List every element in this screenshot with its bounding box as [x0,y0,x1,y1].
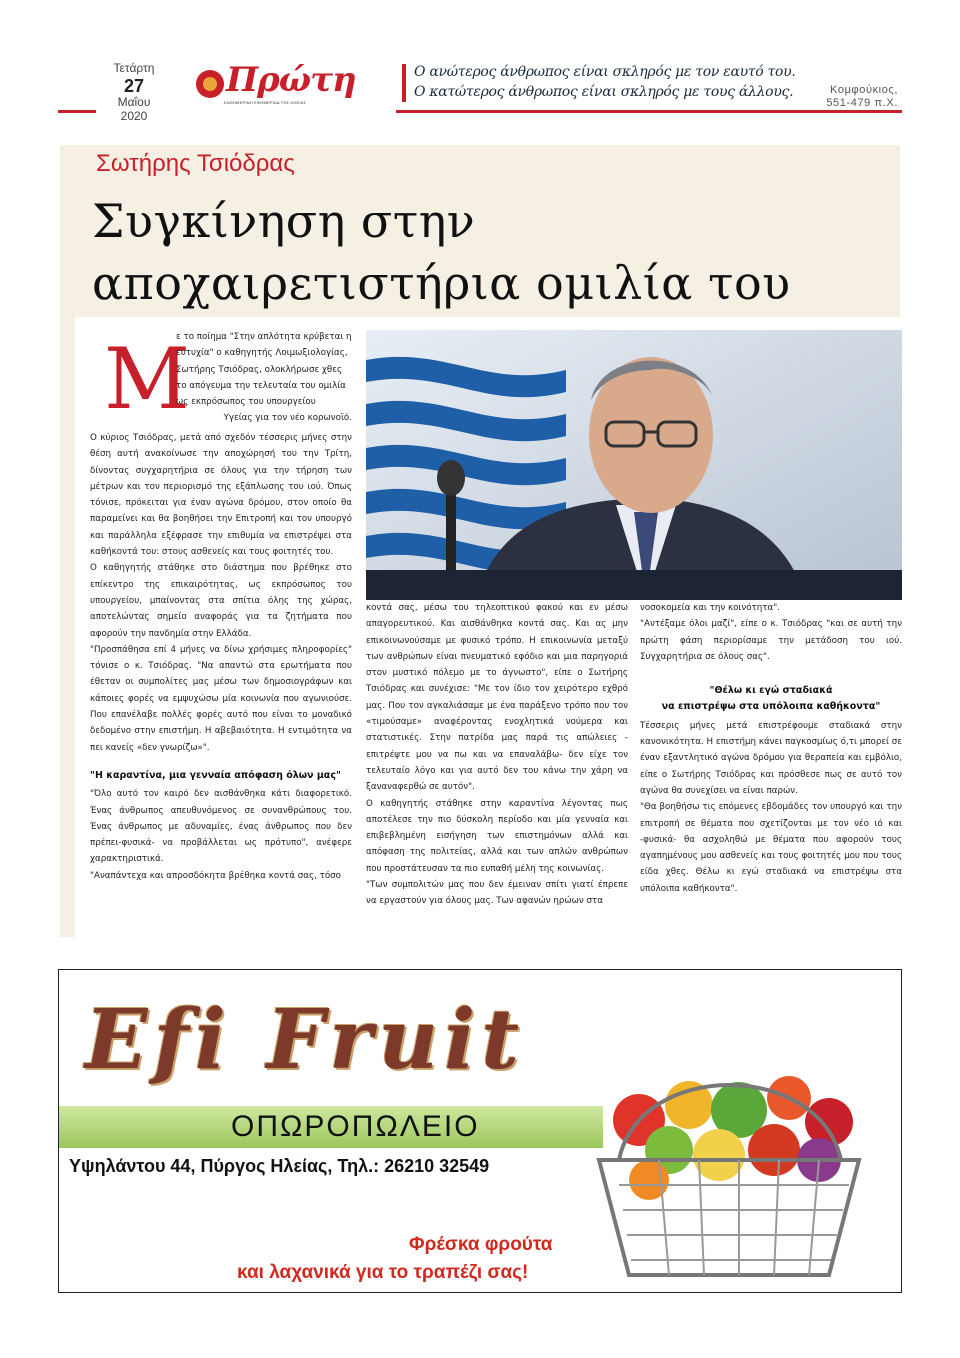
speaker-portrait-photo [366,330,902,600]
sun-logo-icon [196,70,224,98]
paragraph: κοντά σας, μέσω του τηλεοπτικού φακού και εν μέσω απαγορευτικού. Και αισθάνθηκα κοντά σας. Και ας μην επικοινωνούσαμε με φυσικό τρόπο. Η επικοινωνία μεταξύ των ανθρώπων είναι πνευματικό εφόδιο και μια παρηγοριά στον μυστικό πόλεμο με το άγνωστο", είπε ο Σωτήρης Τσιόδρας και συνέχισε: "Με τον ίδιο τον χειρότερο εχθρό μας. Που τον αγκαλιάσαμε με ένα παράξενο τρόπο που τον «τιμούσαμε» αναφέροντας ενοχλητικά νούμερα και στατιστικές. Στην πατρίδα μας παρά τις απώλειες - επιτρέψτε μου να πω και να επαναλάβω- δεν είχε τον τελευταίο λόγο και για αυτό δεν του κάνω την χάρη να ξαναναφερθώ σε αυτόν". [366,603,628,793]
quote-bar [402,64,406,102]
paragraph: νοσοκομεία και την κοινότητα". [640,603,780,613]
article-column-1 [90,430,352,884]
newspaper-logo [196,60,356,106]
quote-author-name: Κομφούκιος, [830,84,898,96]
lead-line: Σωτήρης Τσιόδρας, ολοκλήρωσε χθες [176,364,343,375]
paragraph: Τέσσερις μήνες μετά επιστρέφουμε σταδιακά στην κανονικότητα. Η επιστήμη κάνει παγκοσμίως ό,τι μπορεί σε έναν εξαντλητικό αγώνα δρόμου για θεραπεία και εμβόλιο, είπε ο Σωτήρης Τσιόδρας και πρόσθεσε πως σε αυτό τον αγώνα θα συνεχίσει να είναι παρών. [640,720,902,796]
article-lead [176,329,352,427]
paragraph: Ο καθηγητής στάθηκε στο διάστημα που βρέθηκε στο επίκεντρο της επικαιρότητας, ως εκπρόσωπος του υπουργείου, μπαίνοντας στα σπίτια όλης της χώρας, αποτελώντας σημείο αναφοράς για τα ζητήματα που αφορούν την πανδημία στην Ελλάδα. [90,563,352,639]
quote-line-1: Ο ανώτερος άνθρωπος είναι σκληρός με τον εαυτό του. [414,64,796,80]
issue-date [100,62,168,124]
paragraph: "Όλο αυτό τον καιρό δεν αισθάνθηκα κάτι διαφορετικό. Ένας άνθρωπος απευθυνόμενος σε συνανθρώπους του. Ένας άνθρωπος με αδυναμίες, ένας άνθρωπος που δεν πρέπει-φυσικά- να προβάλλεται ως πρότυπο", ανέφερε χαρακτηριστικά. [90,789,352,865]
paragraph: Ο κύριος Τσιόδρας, μετά από σχεδόν τέσσερις μήνες στην θέση αυτή ανακοίνωσε την αποχώρησή του την Τρίτη, δίνοντας συγχαρητήρια σε όλους για την τήρηση των μέτρων και τον περιορισμό της εξάπλωσης του ιού. Όπως τόνισε, πρόκειται για έναν αγώνα δρόμου, στον οποίο θα παραμείνει και θα βοηθήσει την Επιτροπή και τον υπουργό και παράλληλα εξέφρασε την επιθυμία να επιστρέψει στα καθήκοντά του: στους ασθενείς και τους φοιτητές του. [90,433,352,558]
ad-brand-name: Efi Fruit [85,992,526,1088]
quote-line-2: Ο κατώτερος άνθρωπος είναι σκληρός με τους άλλους. [414,84,794,100]
subheading-quarantine: "Η καραντίνα, μια γενναία απόφαση όλων μας" [90,769,341,781]
headline-line-1: Συγκίνηση στην [92,194,476,248]
quote-author-years: 551-479 π.Χ. [826,97,898,109]
lead-line: Υγείας για τον νέο κορωνοϊό. [223,413,352,424]
subheading-line-2: να επιστρέψω στα υπόλοιπα καθήκοντα" [661,701,881,713]
fruit-basket-illustration [579,1050,879,1282]
paragraph: "Αναπάντεχα και απροσδόκητα βρέθηκα κοντά σας, τόσο [90,870,341,881]
masthead-rule-right [396,110,902,113]
ad-slogan-line-2: και λαχανικά για το τραπέζι σας! [237,1262,529,1283]
paragraph: Ο καθηγητής στάθηκε στην καραντίνα λέγοντας πως αποτέλεσε την πιο δύσκολη περίοδο και μία γενναία και επιβεβλημένη εισήγηση των επιστημόνων αλλά και απόφαση της πολιτείας, αλλά και των απλών ανθρώπων που προστάτευσαν τα πιο ευπαθή μέλη της κοινωνίας. [366,798,628,874]
paragraph: "Αντέξαμε όλοι μαζί", είπε ο κ. Τσιόδρας "και σε αυτή την πρώτη φάση περιορίσαμε την μετάδοση του ιού. Συγχαρητήρια σε όλους σας". [640,619,902,662]
paragraph: "Θα βοηθήσω τις επόμενες εβδομάδες τον υπουργό και την επιτροπή σε θέματα που σχετίζονται με τον νέο ιό και -φυσικά- θα ασχοληθώ με θέματα που αφορούν τους αγαπημένους μου ασθενείς και τους φοιτητές μου που τους είδα χθες. Θέλω κι εγώ σταδιακά να επιστρέψω στα υπόλοιπα καθήκοντα". [640,802,902,894]
day-name: Τετάρτη [113,61,155,75]
headline-line-2: αποχαιρετιστήρια ομιλία του [92,256,791,310]
paragraph: "Των συμπολιτών μας που δεν έμειναν σπίτι γιατί έπρεπε να εργαστούν για όλους μας. Των αφανών ηρώων στα [366,880,628,907]
subheading-line-1: "Θέλω κι εγώ σταδιακά [709,685,833,697]
masthead-rule-left [58,110,96,113]
advertisement-efi-fruit[interactable] [58,969,902,1293]
subheading-return [640,683,902,716]
ad-business-type: ΟΠΩΡΟΠΩΛΕΙΟ [231,1110,480,1143]
article-column-3 [640,600,902,897]
lead-line: ευτυχία" ο καθηγητής Λοιμωξιολογίας, [176,348,348,359]
lead-line: ε το ποίημα "Στην απλότητα κρύβεται η [176,332,352,342]
photo-illustration [366,330,902,600]
month: Μαΐου [117,95,151,110]
day-number: 27 [123,75,145,96]
article-side-band [60,145,75,937]
article-column-2 [366,600,628,910]
logo-text: Πρώτη [226,60,356,100]
lead-line: το απόγευμα την τελευταία του ομιλία [176,380,346,391]
drop-cap: Μ [104,330,191,428]
paragraph: "Προσπάθησα επί 4 μήνες να δίνω χρήσιμες πληροφορίες" τόνισε ο κ. Τσιόδρας. "Να απαντώ στα ερωτήματα που έθεταν οι συμπολίτες μας μέσω των δημοσιογράφων και κάποιες φορές να εμψυχώσω μία κοινωνία που αγωνιούσε. Που επανέλαβε πολλές φορές αυτό που είναι το μοναδικό δεδομένο στην επιστήμη. Η αβεβαιότητα. Η εντιμότητα να πει κανείς «δεν γνωρίζω»". [90,644,352,753]
year: 2020 [120,109,148,124]
logo-tagline: ΚΑΘΗΜΕΡΙΝΗ ΕΦΗΜΕΡΙΔΑ ΤΗΣ ΗΛΕΙΑΣ [224,100,307,105]
ad-slogan-line-1: Φρέσκα φρούτα [409,1234,553,1255]
ad-address: Υψηλάντου 44, Πύργος Ηλείας, Τηλ.: 26210 32549 [69,1156,490,1176]
article-headline [92,190,791,314]
quote-author [700,84,898,110]
lead-line: ως εκπρόσωπος του υπουργείου [176,397,316,408]
article-kicker: Σωτήρης Τσιόδρας [96,150,295,177]
